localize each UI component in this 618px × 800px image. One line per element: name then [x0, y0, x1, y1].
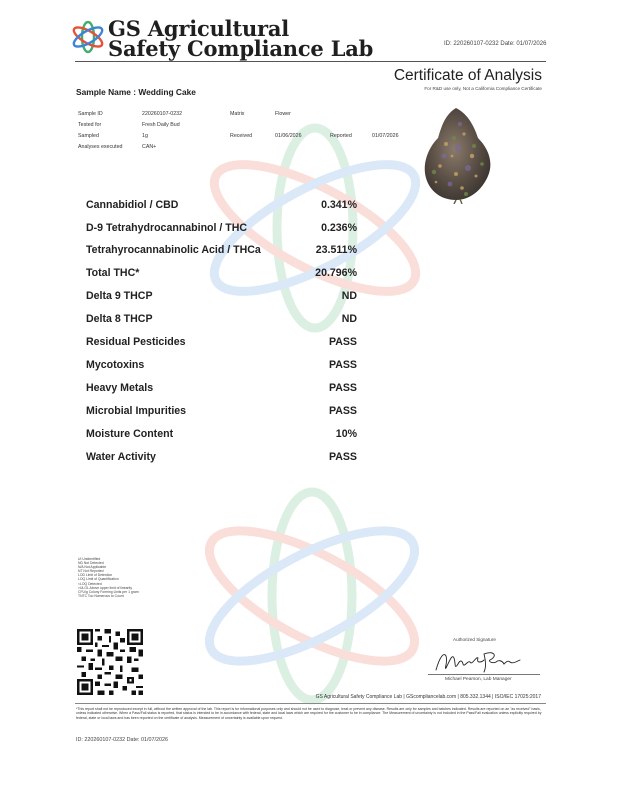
atom-logo-icon [71, 20, 105, 54]
sampled-value: 1g [142, 133, 148, 139]
sample-name: Sample Name : Wedding Cake [76, 87, 196, 97]
legend-item: LOD Limit of Detection [78, 573, 113, 578]
watermark-atom-icon [200, 484, 424, 709]
result-label: Mycotoxins [86, 359, 145, 371]
disclaimer-text: *This report shall not be reproduced except in full, without the written approval of the lab. This report is for informational purposes only and should not be used to diagnose, treat or prevent any disease. Results are only for samples and batches indicated. Results are reported on an "as received" basis, unless indicated otherwise. When a Pass/Fail status is reported, that status is intended to be in accordance with federal, state and local laws which are required for the customer to be in compliance. The Measurement of uncertainty is not included in the Pass/Fail evaluation unless explicitly required by federal, state or local laws and has been reported on the certificate of analysis. Measurement of uncertainty is available upon request. [76, 707, 542, 720]
signature-line [428, 674, 540, 675]
legend-item: NT Not Reported [78, 569, 104, 574]
reported-label: Reported [330, 133, 352, 139]
lab-contact-info: GS Agricultural Safety Compliance Lab | GScompliancelab.com | 805.332.1344 | ISO/IEC 17025:2017 [315, 694, 541, 700]
legend-item: UI Unidentified [78, 557, 101, 561]
result-label: Moisture Content [86, 428, 174, 440]
footer-divider [75, 703, 546, 704]
product-image [416, 104, 498, 204]
result-label: Residual Pesticides [86, 336, 186, 348]
result-value: 20.796% [315, 267, 357, 279]
result-label: Delta 8 THCP [86, 313, 153, 325]
result-label: Microbial Impurities [86, 405, 187, 417]
signature-caption: Authorized Signature [453, 637, 496, 642]
sampled-label: Sampled [78, 133, 99, 139]
reported-value: 01/07/2026 [372, 133, 399, 139]
tested-for-label: Tested for [78, 122, 102, 128]
certificate-note: For R&D use only, Not a California Compliance Certificate [424, 86, 542, 91]
lab-name [108, 16, 374, 61]
signatory-name: Michael Pearson, Lab Manager [445, 677, 512, 682]
lab-name-line2: Safety Compliance Lab [108, 36, 374, 61]
result-value: PASS [328, 382, 357, 394]
certificate-title: Certificate of Analysis [393, 67, 542, 84]
result-value: 10% [335, 428, 357, 440]
result-label: Cannabidiol / CBD [86, 199, 179, 211]
result-value: PASS [328, 359, 357, 371]
abbreviation-legend [78, 557, 139, 598]
lab-name-line1: GS Agricultural [108, 16, 290, 41]
result-value: ND [341, 313, 357, 325]
legend-item: LOQ Limit of Quantification [78, 577, 119, 582]
received-value: 01/06/2026 [275, 133, 302, 139]
sample-id-label: Sample ID [78, 111, 103, 117]
matrix-label: Matrix [230, 111, 245, 117]
legend-item: ND Not Detected [78, 561, 104, 566]
result-value: 23.511% [315, 244, 357, 256]
result-label: D-9 Tetrahydrocannabinol / THC [86, 222, 248, 234]
result-label: Heavy Metals [86, 382, 154, 394]
legend-item: TNTC Too Numerous to Count [78, 593, 124, 598]
result-value: 0.341% [321, 199, 357, 211]
result-label: Water Activity [86, 451, 156, 463]
result-value: PASS [328, 451, 357, 463]
legend-item: N/A Not Applicable [78, 565, 107, 570]
analyses-label: Analyses executed [78, 144, 123, 150]
legend-item: >ULOL Above upper limit of linearity [78, 585, 133, 590]
footer-id-date: ID: 220260107-0232 Date: 01/07/2026 [76, 737, 169, 743]
result-value: PASS [328, 405, 357, 417]
result-label: Total THC* [86, 267, 140, 279]
sample-id-value: 220260107-0232 [142, 111, 183, 117]
result-value: 0.236% [321, 222, 357, 234]
qr-code[interactable] [77, 629, 143, 695]
result-value: PASS [328, 336, 357, 348]
header-id-date: ID: 220260107-0232 Date: 01/07/2026 [444, 41, 547, 47]
matrix-value: Flower [275, 111, 291, 117]
signature-image [432, 646, 527, 676]
header-divider [75, 61, 546, 62]
result-label: Delta 9 THCP [86, 290, 153, 302]
received-label: Received [230, 133, 253, 139]
legend-item: <LOQ Detected [78, 581, 102, 586]
legend-item: CFU/g Colony Forming Units per 1 gram [78, 589, 139, 594]
result-label: Tetrahyrocannabinolic Acid / THCa [86, 244, 261, 256]
analyses-value: CAN+ [142, 144, 157, 150]
result-value: ND [341, 290, 357, 302]
tested-for-value: Fresh Daily Bud [142, 122, 180, 128]
